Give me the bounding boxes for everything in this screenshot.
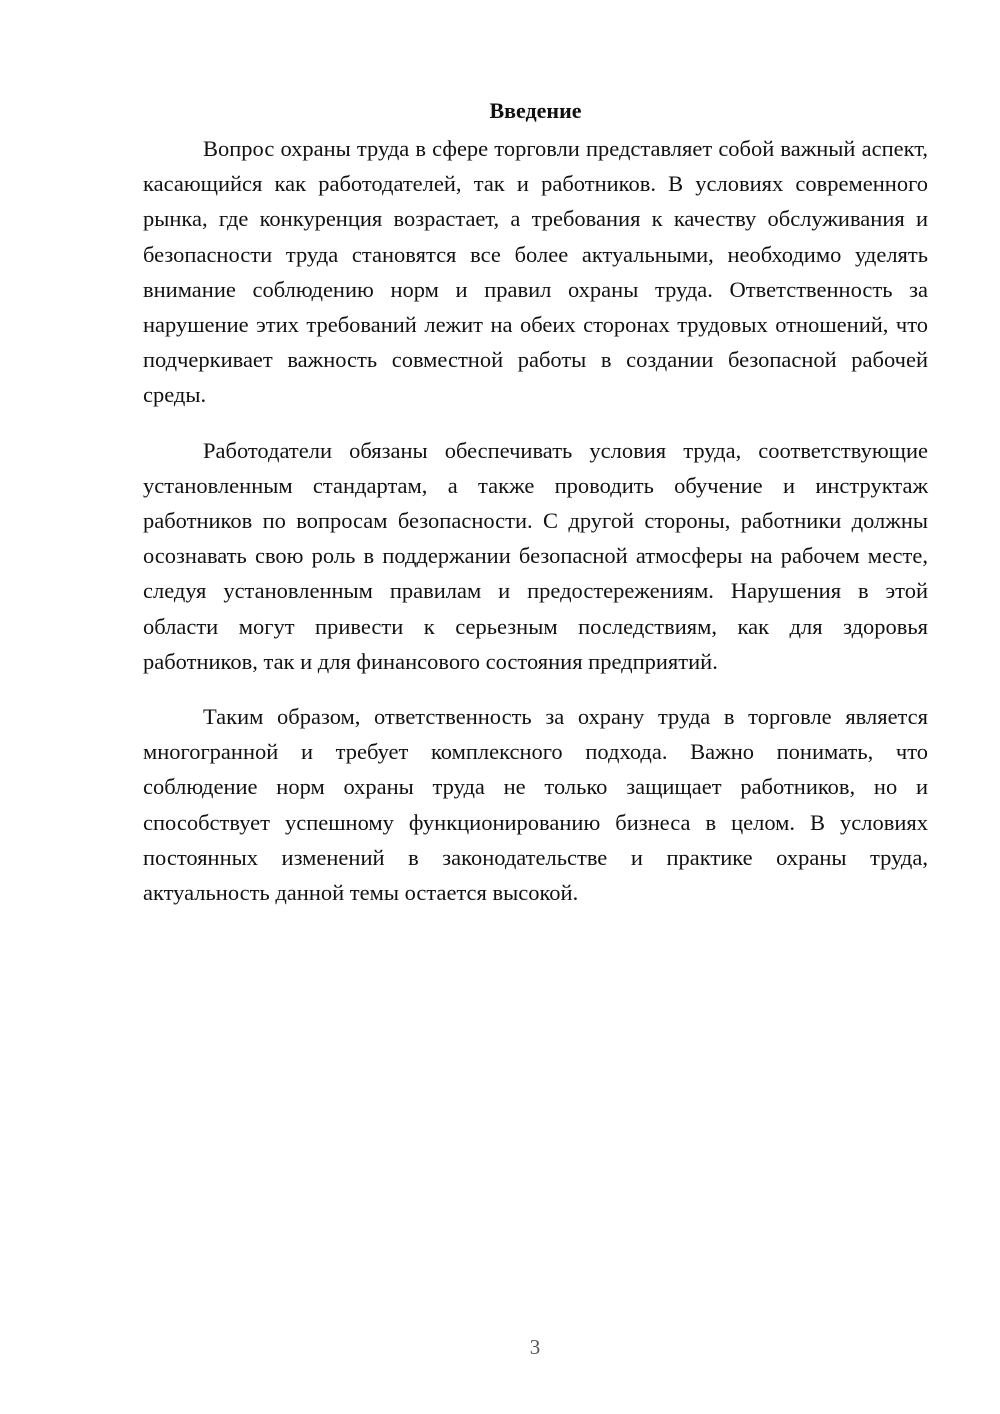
paragraph-1: Вопрос охраны труда в сфере торговли представляет собой важный аспект, касающийся как работодателей, так и работников. В условиях современного рынка, где конкуренция возрастает, а требования к качеству обслуживания и безопасности труда становятся все более актуальными, необходимо уделять внимание соблюдению норм и правил охраны труда. Ответственность за нарушение этих требований лежит на обеих сторонах трудовых отношений, что подчеркивает важность совместной работы в создании безопасной рабочей среды. xyxy=(143,136,928,408)
page-content xyxy=(143,96,928,930)
page-number: 3 xyxy=(529,1335,541,1359)
paragraph-3: Таким образом, ответственность за охрану труда в торговле является многогранной и требует комплексного подхода. Важно понимать, что соблюдение норм охраны труда не только защищает работников, но и способствует успешному функционированию бизнеса в целом. В условиях постоянных изменений в законодательстве и практике охраны труда, актуальность данной темы остается высокой. xyxy=(143,704,928,906)
section-title: Введение xyxy=(489,98,582,123)
paragraph-2: Работодатели обязаны обеспечивать условия труда, соответствующие установленным стандартам, а также проводить обучение и инструктаж работников по вопросам безопасности. С другой стороны, работники должны осознавать свою роль в поддержании безопасной атмосферы на рабочем месте, следуя установленным правилам и предостережениям. Нарушения в этой области могут привести к серьезным последствиям, как для здоровья работников, так и для финансового состояния предприятий. xyxy=(143,437,928,674)
